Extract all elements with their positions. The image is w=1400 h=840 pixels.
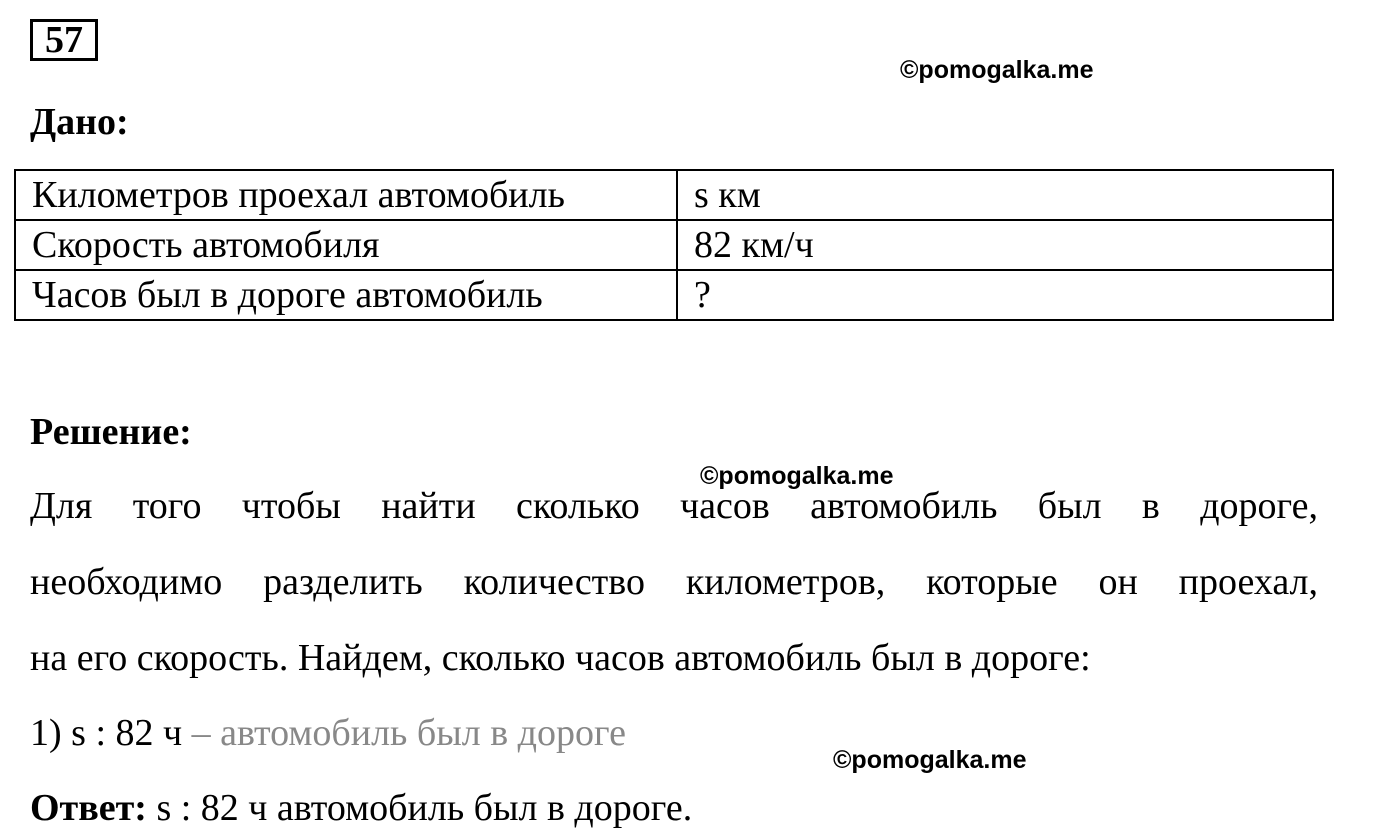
given-value: 82 км/ч xyxy=(677,220,1333,270)
solution-heading: Решение: xyxy=(30,411,192,453)
given-label: Скорость автомобиля xyxy=(15,220,677,270)
solution-step xyxy=(30,709,1318,757)
answer-text: s : 82 ч автомобиль был в дороге. xyxy=(156,787,693,829)
solution-paragraph-line: необходимо разделить количество километров, которые он проехал, xyxy=(30,561,1318,603)
watermark: ©pomogalka.me xyxy=(833,746,1027,774)
solution-paragraph-line: на его скорость. Найдем, сколько часов автомобиль был в дороге: xyxy=(30,637,1091,679)
table-row xyxy=(15,170,1333,220)
table-row xyxy=(15,270,1333,320)
watermark: ©pomogalka.me xyxy=(700,462,894,490)
problem-number: 57 xyxy=(30,19,98,61)
solution-paragraph-line: Для того чтобы найти сколько часов автомобиль был в дороге, xyxy=(30,485,1318,527)
step-explanation: – автомобиль был в дороге xyxy=(191,712,626,754)
given-label: Часов был в дороге автомобиль xyxy=(15,270,677,320)
watermark: ©pomogalka.me xyxy=(900,56,1094,84)
given-heading: Дано: xyxy=(30,101,129,143)
answer-line xyxy=(30,784,1318,832)
answer-label: Ответ: xyxy=(30,787,147,829)
step-expression: 1) s : 82 ч xyxy=(30,712,183,754)
given-label: Километров проехал автомобиль xyxy=(15,170,677,220)
given-value: s км xyxy=(677,170,1333,220)
table-row xyxy=(15,220,1333,270)
given-table xyxy=(14,169,1334,321)
given-value: ? xyxy=(677,270,1333,320)
